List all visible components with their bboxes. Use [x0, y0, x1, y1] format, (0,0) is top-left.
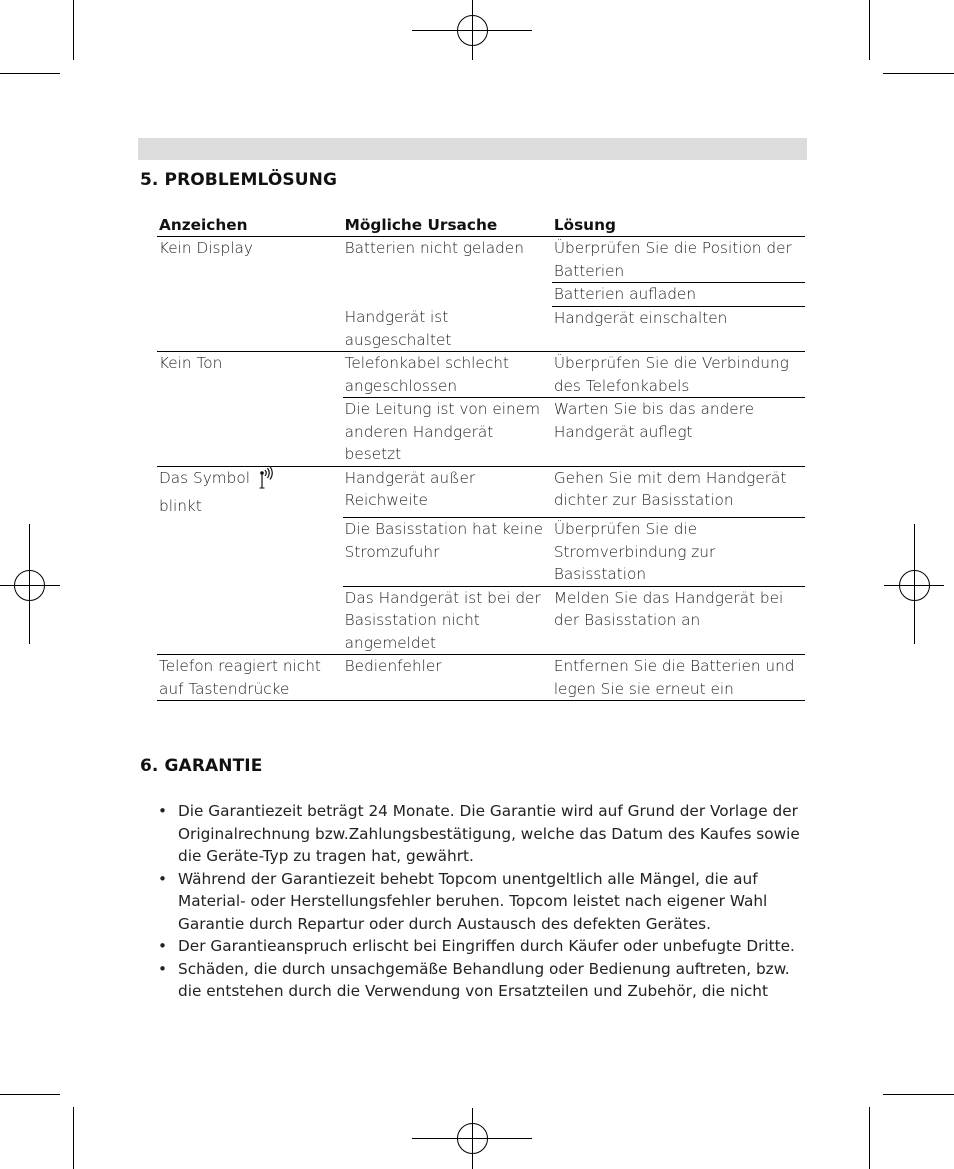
list-item-text: Schäden, die durch unsachgemäße Behandlung oder Bedienung auftreten, bzw. die entstehen durch die Verwendung von Ersatzteilen und Zubehör, die nicht [178, 959, 790, 1000]
section-title-warranty: 6. GARANTIE [140, 756, 263, 776]
table-row [157, 518, 805, 587]
bullet: • [158, 869, 168, 888]
list-item-text: Die Garantiezeit beträgt 24 Monate. Die Garantie wird auf Grund der Vorlage der Originalrechnung bzw.Zahlungsbestätigung, welche das Datum des Kaufes sowie die Geräte-Typ zu tragen hat, gewährt. [178, 802, 800, 865]
symptom-cell: Kein Display [159, 239, 253, 257]
list-item [158, 800, 808, 868]
cause-cell: Handgerät ist ausgeschaltet [343, 306, 552, 352]
list-item-text: Während der Garantiezeit behebt Topcom unentgeltlich alle Mängel, die auf Material- oder Herstellungsfehler beruhen. Topcom leistet nach eigener Wahl Garantie durch Repartur oder durch Austausch des defekten Gerätes. [178, 869, 768, 933]
solution-cell: Entfernen Sie die Batterien und legen Sie sie erneut ein [552, 655, 805, 701]
cause-cell: Batterien nicht geladen [344, 239, 524, 257]
symptom-text: blinkt [159, 497, 202, 515]
cause-cell: Handgerät außer Reichweite [343, 466, 552, 518]
cause-cell: Die Leitung ist von einem anderen Handgerät besetzt [343, 398, 552, 467]
warranty-list [158, 800, 808, 1003]
header-bar [138, 138, 807, 160]
solution-cell: Melden Sie das Handgerät bei der Basisstation an [552, 586, 805, 655]
solution-cell: Überprüfen Sie die Position der Batterien [552, 237, 805, 283]
bullet: • [158, 937, 168, 955]
solution-cell: Batterien aufladen [552, 283, 805, 307]
cause-cell: Das Handgerät ist bei der Basisstation nicht angemeldet [343, 586, 552, 655]
cause-cell: Bedienfehler [343, 655, 552, 701]
symptom-cell [157, 398, 343, 467]
table-row [157, 655, 805, 701]
cause-cell: Telefonkabel schlecht angeschlossen [343, 352, 552, 398]
solution-cell: Überprüfen Sie die Stromverbindung zur Basisstation [552, 518, 805, 587]
table-row [157, 283, 805, 307]
list-item [158, 958, 808, 1003]
table-row [157, 306, 805, 352]
symptom-cell [157, 466, 343, 518]
solution-cell: Warten Sie bis das andere Handgerät auflegt [552, 398, 805, 467]
table-header-row [157, 214, 805, 237]
cause-cell [343, 283, 552, 307]
antenna-signal-icon [258, 467, 276, 496]
solution-cell: Überprüfen Sie die Verbindung des Telefonkabels [552, 352, 805, 398]
symptom-cell [157, 283, 343, 307]
solution-cell: Handgerät einschalten [552, 306, 805, 352]
symptom-cell: Telefon reagiert nicht auf Tastendrücke [157, 655, 343, 701]
list-item [158, 935, 808, 958]
symptom-cell: Kein Ton [159, 354, 223, 372]
section-title-troubleshooting: 5. PROBLEMLÖSUNG [140, 170, 338, 190]
list-item-text: Der Garantieanspruch erlischt bei Eingriffen durch Käufer oder unbefugte Dritte. [178, 937, 795, 955]
column-header-solution: Lösung [552, 214, 805, 237]
column-header-cause: Mögliche Ursache [343, 214, 552, 237]
bullet: • [158, 959, 168, 978]
table-row [157, 586, 805, 655]
symptom-cell [157, 518, 343, 587]
table-row [157, 352, 805, 398]
column-header-symptom: Anzeichen [157, 214, 343, 237]
symptom-cell [157, 306, 343, 352]
troubleshooting-table [157, 214, 805, 701]
table-row [157, 398, 805, 467]
solution-cell: Gehen Sie mit dem Handgerät dichter zur Basisstation [552, 466, 805, 518]
table-row [157, 237, 805, 283]
cause-cell: Die Basisstation hat keine Stromzufuhr [343, 518, 552, 587]
bullet: • [158, 802, 168, 820]
symptom-text: Das Symbol [159, 468, 250, 487]
table-row [157, 466, 805, 518]
symptom-cell [157, 586, 343, 655]
list-item [158, 868, 808, 936]
